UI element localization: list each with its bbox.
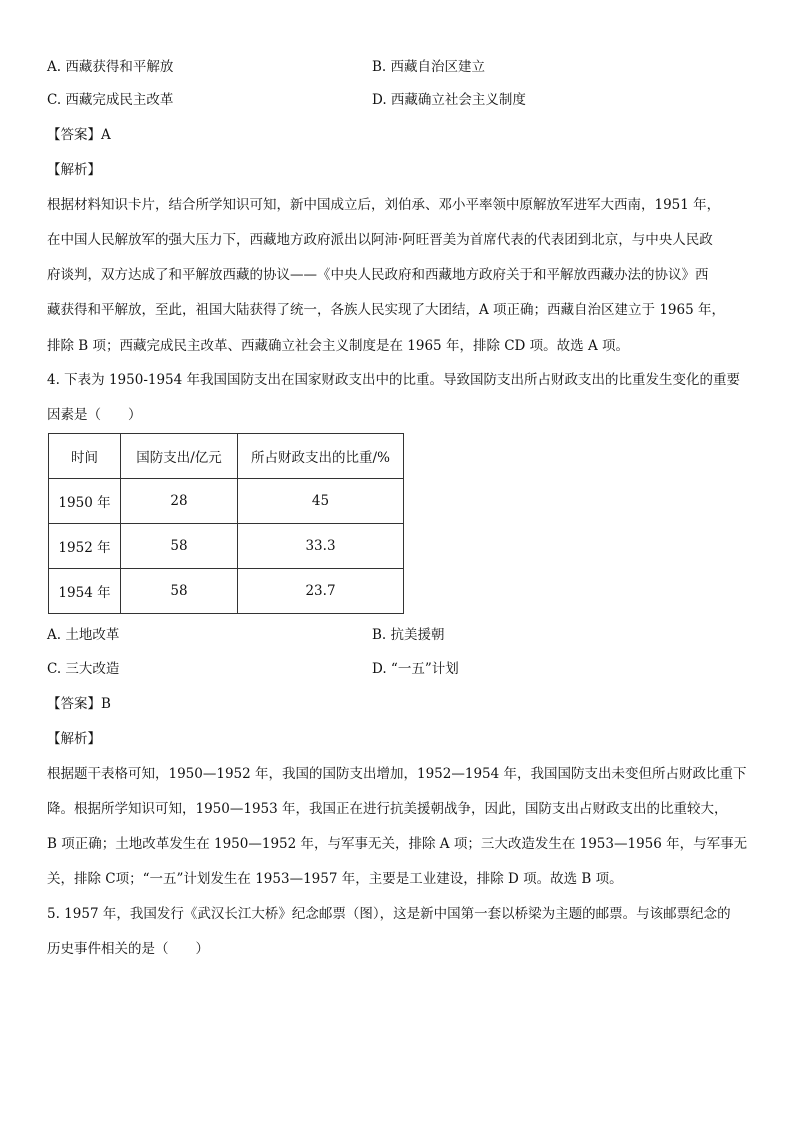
q5-stem-line: 历史事件相关的是（ ） bbox=[47, 941, 209, 957]
table-cell: 33.3 bbox=[238, 524, 404, 569]
q4-answer: 【答案】B bbox=[47, 696, 111, 712]
q3-analysis-line: 府谈判，双方达成了和平解放西藏的协议——《中央人民政府和西藏地方政府关于和平解放西藏办法的协议》西 bbox=[47, 267, 709, 283]
q4-option-c: C. 三大改造 bbox=[47, 661, 120, 677]
q3-analysis-line: 排除 B 项；西藏完成民主改革、西藏确立社会主义制度是在 1965 年，排除 CD 项。故选 A 项。 bbox=[47, 338, 630, 354]
q3-answer: 【答案】A bbox=[47, 127, 111, 143]
q3-option-c: C. 西藏完成民主改革 bbox=[47, 92, 174, 108]
table-header-row bbox=[49, 434, 404, 479]
table-cell: 1952 年 bbox=[49, 524, 121, 569]
table-cell: 45 bbox=[238, 479, 404, 524]
table-header-cell: 所占财政支出的比重/% bbox=[238, 434, 404, 479]
q4-analysis-line: 根据题干表格可知，1950—1952 年，我国的国防支出增加，1952—1954 年，我国国防支出未变但所占财政比重下 bbox=[47, 766, 747, 782]
table-row bbox=[49, 569, 404, 614]
q3-option-b: B. 西藏自治区建立 bbox=[372, 59, 486, 75]
defense-spending-table bbox=[48, 433, 404, 614]
q3-option-a: A. 西藏获得和平解放 bbox=[47, 59, 174, 75]
q4-stem-line: 4. 下表为 1950-1954 年我国国防支出在国家财政支出中的比重。导致国防支出所占财政支出的比重发生变化的重要 bbox=[47, 372, 741, 388]
q5-stem-line: 5. 1957 年，我国发行《武汉长江大桥》纪念邮票（图），这是新中国第一套以桥梁为主题的邮票。与该邮票纪念的 bbox=[47, 906, 731, 922]
q3-analysis-line: 在中国人民解放军的强大压力下，西藏地方政府派出以阿沛·阿旺晋美为首席代表的代表团到北京，与中央人民政 bbox=[47, 232, 713, 248]
table-cell: 58 bbox=[121, 524, 238, 569]
table-row bbox=[49, 479, 404, 524]
table-row bbox=[49, 524, 404, 569]
q3-analysis-line: 藏获得和平解放，至此，祖国大陆获得了统一，各族人民实现了大团结，A 项正确；西藏自治区建立于 1965 年， bbox=[47, 302, 725, 318]
q4-analysis-label: 【解析】 bbox=[47, 731, 101, 747]
table-cell: 23.7 bbox=[238, 569, 404, 614]
q4-option-d: D. “一五”计划 bbox=[372, 661, 459, 677]
table-cell: 28 bbox=[121, 479, 238, 524]
table-header-cell: 时间 bbox=[49, 434, 121, 479]
q4-option-a: A. 土地改革 bbox=[47, 627, 120, 643]
q4-analysis-line: 降。根据所学知识可知，1950—1953 年，我国正在进行抗美援朝战争，因此，国防支出占财政支出的比重较大， bbox=[47, 801, 728, 817]
table-header-cell: 国防支出/亿元 bbox=[121, 434, 238, 479]
table-cell: 58 bbox=[121, 569, 238, 614]
table-cell: 1950 年 bbox=[49, 479, 121, 524]
q3-option-d: D. 西藏确立社会主义制度 bbox=[372, 92, 526, 108]
q4-option-b: B. 抗美援朝 bbox=[372, 627, 445, 643]
table-cell: 1954 年 bbox=[49, 569, 121, 614]
q3-analysis-label: 【解析】 bbox=[47, 162, 101, 178]
q4-analysis-line: 关，排除 C项；“一五”计划发生在 1953—1957 年，主要是工业建设，排除 D 项。故选 B 项。 bbox=[47, 871, 623, 887]
q4-stem-line: 因素是（ ） bbox=[47, 407, 142, 423]
q3-analysis-line: 根据材料知识卡片，结合所学知识可知，新中国成立后，刘伯承、邓小平率领中原解放军进军大西南，1951 年， bbox=[47, 197, 721, 213]
q4-analysis-line: B 项正确；土地改革发生在 1950—1952 年，与军事无关，排除 A 项；三大改造发生在 1953—1956 年，与军事无 bbox=[47, 836, 748, 852]
